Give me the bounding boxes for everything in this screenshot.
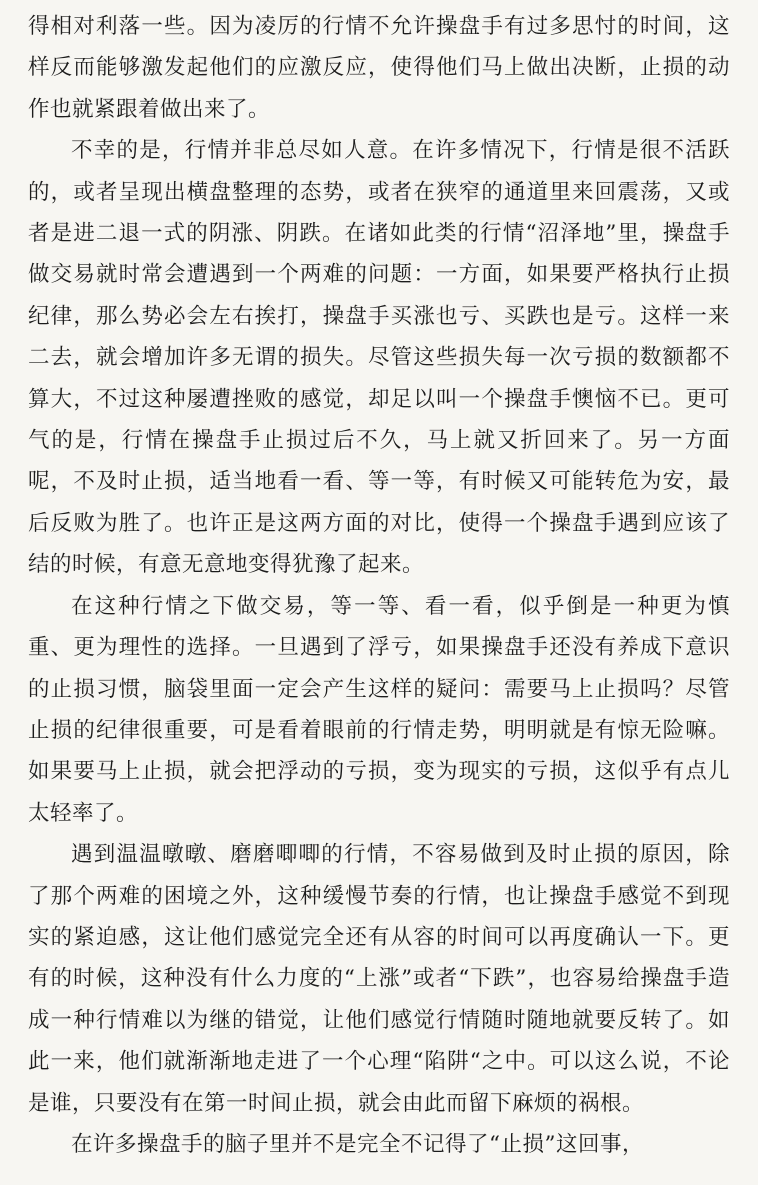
paragraph-slow-market: 遇到温温暾暾、磨磨唧唧的行情，不容易做到及时止损的原因，除了那个两难的困境之外，这种缓慢节奏的行情，也让操盘手感觉不到现实的紧迫感，这让他们感觉完全还有从容的时间可以再度确认一下。更有的时候，这种没有什么力度的“上涨”或者“下跌”，也容易给操盘手造成一种行情难以为继的错觉，让他们感觉行情随时随地就要反转了。如此一来，他们就渐渐地走进了一个心理“陷阱“之中。可以这么说，不论是谁，只要没有在第一时间止损，就会由此而留下麻烦的祸根。 (28, 842, 730, 1116)
paragraph-dilemma: 不幸的是，行情并非总尽如人意。在许多情况下，行情是很不活跃的，或者呈现出横盘整理的态势，或者在狭窄的通道里来回震荡，又或者是进二退一式的阴涨、阴跌。在诸如此类的行情“沼泽地”里，操盘手做交易就时常会遭遇到一个两难的问题：一方面，如果要严格执行止损纪律，那么势必会左右挨打，操盘手买涨也亏、买跌也是亏。这样一来二去，就会增加许多无谓的损失。尽管这些损失每一次亏损的数额都不算大，不过这种屡遭挫败的感觉，却足以叫一个操盘手懊恼不已。更可气的是，行情在操盘手止损过后不久，马上就又折回来了。另一方面呢，不及时止损，适当地看一看、等一等，有时候又可能转危为安，最后反败为胜了。也许正是这两方面的对比，使得一个操盘手遇到应该了结的时候，有意无意地变得犹豫了起来。 (28, 138, 730, 578)
paragraph-final: 在许多操盘手的脑子里并不是完全不记得了“止损”这回事， (71, 1131, 644, 1157)
paragraph-wait-and-see: 在这种行情之下做交易，等一等、看一看，似乎倒是一种更为慎重、更为理性的选择。一旦遇到了浮亏，如果操盘手还没有养成下意识的止损习惯，脑袋里面一定会产生这样的疑问：需要马上止损吗？尽管止损的纪律很重要，可是看着眼前的行情走势，明明就是有惊无险嘛。如果要马上止损，就会把浮动的亏损，变为现实的亏损，这似乎有点儿太轻率了。 (28, 593, 730, 826)
paragraph-continued: 得相对利落一些。因为凌厉的行情不允许操盘手有过多思忖的时间，这样反而能够激发起他们的应激反应，使得他们马上做出决断，止损的动作也就紧跟着做出来了。 (28, 14, 730, 122)
